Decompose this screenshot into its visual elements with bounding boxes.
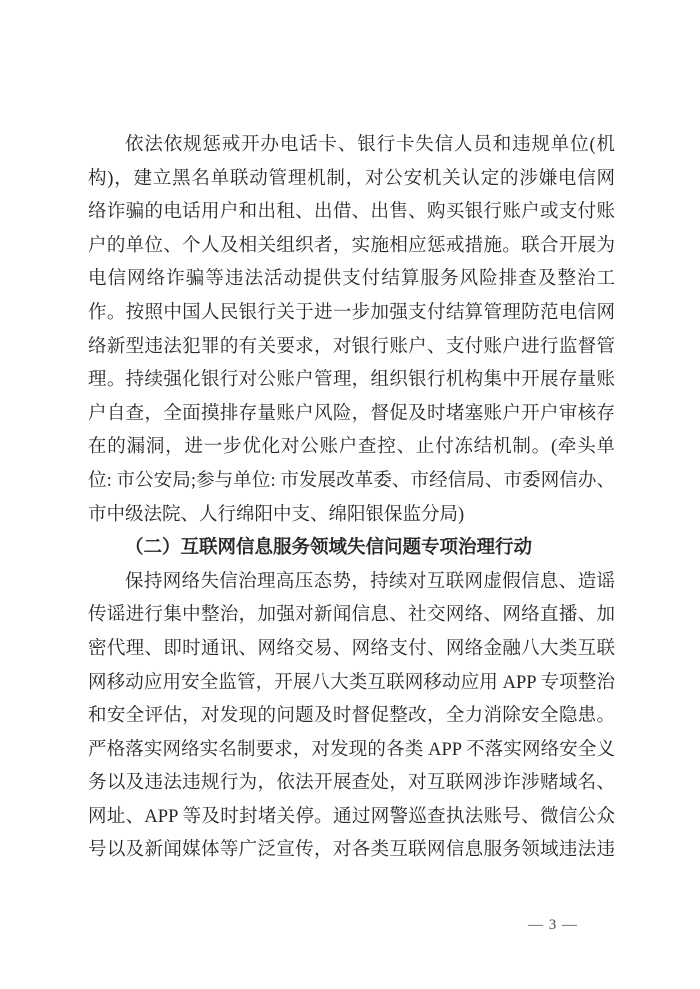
page-number: — 3 — [528, 917, 578, 933]
text-line: 传谣进行集中整治，加强对新闻信息、社交网络、网络直播、加 [88, 605, 615, 626]
text-line: 和安全评估，对发现的问题及时督促整改，全力消除安全隐患。 [88, 706, 615, 727]
text-line: 作。按照中国人民银行关于进一步加强支付结算管理防范电信网 [88, 302, 615, 323]
document-body [88, 129, 615, 868]
text-line: 电信网络诈骗等违法活动提供支付结算服务风险排查及整治工 [88, 269, 615, 290]
text-line: 在的漏洞，进一步优化对公账户查控、止付冻结机制。(牵头单 [88, 437, 615, 458]
text-line: 理。持续强化银行对公账户管理，组织银行机构集中开展存量账 [88, 370, 615, 391]
section-heading: （二）互联网信息服务领域失信问题专项治理行动 [125, 538, 533, 559]
text-line: 网址、APP 等及时封堵关停。通过网警巡查执法账号、微信公众 [88, 806, 615, 827]
text-line: 网移动应用安全监管，开展八大类互联网移动应用 APP 专项整治 [88, 672, 615, 693]
text-line: 户自查，全面摸排存量账户风险，督促及时堵塞账户开户审核存 [88, 403, 615, 424]
text-line: 号以及新闻媒体等广泛宣传，对各类互联网信息服务领域违法违 [88, 840, 615, 861]
text-line: 依法依规惩戒开办电话卡、银行卡失信人员和违规单位(机 [125, 135, 615, 155]
text-line: 保持网络失信治理高压态势，持续对互联网虚假信息、造谣 [125, 571, 615, 592]
text-line: 严格落实网络实名制要求，对发现的各类 APP 不落实网络安全义 [88, 739, 615, 760]
text-line: 络新型违法犯罪的有关要求，对银行账户、支付账户进行监督管 [88, 336, 615, 357]
text-line: 密代理、即时通讯、网络交易、网络支付、网络金融八大类互联 [88, 638, 615, 659]
text-line: 市中级法院、人行绵阳中支、绵阳银保监分局) [88, 504, 465, 525]
text-line: 位: 市公安局;参与单位: 市发展改革委、市经信局、市委网信办、 [88, 470, 615, 491]
text-line: 络诈骗的电话用户和出租、出借、出售、购买银行账户或支付账 [88, 202, 615, 223]
text-line: 务以及违法违规行为，依法开展查处，对互联网涉诈涉赌域名、 [88, 773, 615, 794]
text-line: 户的单位、个人及相关组织者，实施相应惩戒措施。联合开展为 [88, 235, 615, 256]
text-line: 构)，建立黑名单联动管理机制，对公安机关认定的涉嫌电信网 [88, 168, 615, 189]
